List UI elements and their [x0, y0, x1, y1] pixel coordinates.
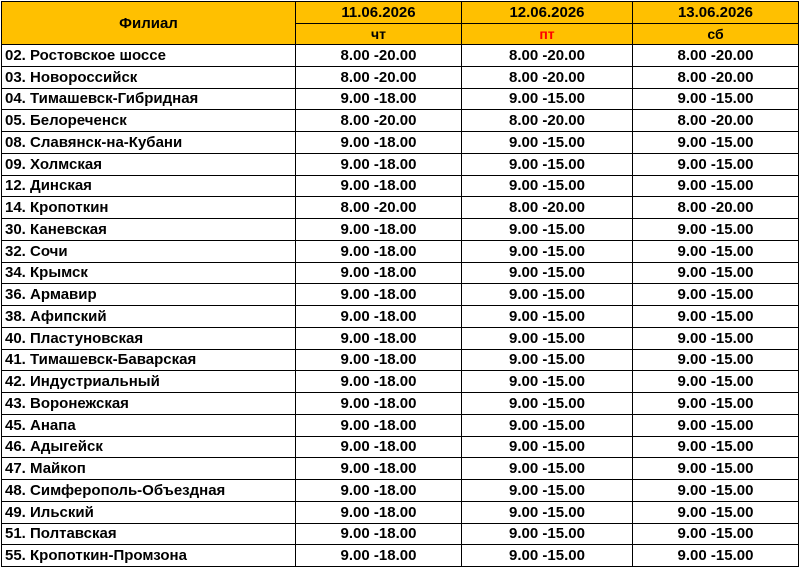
hours-cell-day1: 9.00 -18.00 [296, 88, 462, 110]
table-row [2, 284, 799, 306]
hours-cell-day2: 9.00 -15.00 [462, 414, 633, 436]
table-row [2, 219, 799, 241]
table-row [2, 480, 799, 502]
table-row [2, 393, 799, 415]
table-row [2, 545, 799, 567]
weekday-header-2: пт [462, 24, 633, 45]
branch-name-cell: 51. Полтавская [2, 523, 296, 545]
hours-cell-day2: 9.00 -15.00 [462, 480, 633, 502]
schedule-table [1, 1, 799, 567]
hours-cell-day3: 9.00 -15.00 [633, 262, 799, 284]
table-row [2, 349, 799, 371]
hours-cell-day3: 8.00 -20.00 [633, 110, 799, 132]
hours-cell-day1: 9.00 -18.00 [296, 349, 462, 371]
hours-cell-day2: 9.00 -15.00 [462, 219, 633, 241]
table-row [2, 371, 799, 393]
hours-cell-day2: 9.00 -15.00 [462, 523, 633, 545]
hours-cell-day1: 9.00 -18.00 [296, 414, 462, 436]
header-dates-row [2, 2, 799, 24]
hours-cell-day3: 9.00 -15.00 [633, 523, 799, 545]
hours-cell-day2: 9.00 -15.00 [462, 371, 633, 393]
table-row [2, 110, 799, 132]
hours-cell-day3: 9.00 -15.00 [633, 327, 799, 349]
branch-name-cell: 36. Армавир [2, 284, 296, 306]
hours-cell-day3: 9.00 -15.00 [633, 175, 799, 197]
hours-cell-day1: 9.00 -18.00 [296, 523, 462, 545]
date-header-2: 12.06.2026 [462, 2, 633, 24]
branch-name-cell: 08. Славянск-на-Кубани [2, 132, 296, 154]
hours-cell-day1: 9.00 -18.00 [296, 175, 462, 197]
table-row [2, 197, 799, 219]
hours-cell-day2: 9.00 -15.00 [462, 88, 633, 110]
hours-cell-day2: 8.00 -20.00 [462, 45, 633, 67]
hours-cell-day2: 8.00 -20.00 [462, 197, 633, 219]
hours-cell-day1: 8.00 -20.00 [296, 45, 462, 67]
hours-cell-day1: 9.00 -18.00 [296, 219, 462, 241]
date-header-1: 11.06.2026 [296, 2, 462, 24]
hours-cell-day1: 9.00 -18.00 [296, 327, 462, 349]
table-row [2, 414, 799, 436]
hours-cell-day1: 8.00 -20.00 [296, 110, 462, 132]
hours-cell-day3: 9.00 -15.00 [633, 349, 799, 371]
hours-cell-day2: 9.00 -15.00 [462, 501, 633, 523]
hours-cell-day2: 9.00 -15.00 [462, 458, 633, 480]
hours-cell-day1: 9.00 -18.00 [296, 480, 462, 502]
hours-cell-day2: 9.00 -15.00 [462, 153, 633, 175]
hours-cell-day3: 9.00 -15.00 [633, 219, 799, 241]
table-row [2, 45, 799, 67]
hours-cell-day1: 9.00 -18.00 [296, 436, 462, 458]
branch-name-cell: 34. Крымск [2, 262, 296, 284]
hours-cell-day1: 9.00 -18.00 [296, 240, 462, 262]
hours-cell-day3: 9.00 -15.00 [633, 240, 799, 262]
hours-cell-day3: 9.00 -15.00 [633, 501, 799, 523]
hours-cell-day2: 9.00 -15.00 [462, 393, 633, 415]
hours-cell-day2: 9.00 -15.00 [462, 240, 633, 262]
hours-cell-day2: 9.00 -15.00 [462, 284, 633, 306]
weekday-header-3: сб [633, 24, 799, 45]
hours-cell-day1: 9.00 -18.00 [296, 545, 462, 567]
hours-cell-day3: 8.00 -20.00 [633, 45, 799, 67]
hours-cell-day3: 9.00 -15.00 [633, 88, 799, 110]
branch-name-cell: 05. Белореченск [2, 110, 296, 132]
branch-name-cell: 46. Адыгейск [2, 436, 296, 458]
hours-cell-day3: 9.00 -15.00 [633, 545, 799, 567]
hours-cell-day3: 8.00 -20.00 [633, 66, 799, 88]
table-row [2, 327, 799, 349]
hours-cell-day1: 9.00 -18.00 [296, 371, 462, 393]
hours-cell-day1: 9.00 -18.00 [296, 284, 462, 306]
branch-name-cell: 43. Воронежская [2, 393, 296, 415]
branch-name-cell: 45. Анапа [2, 414, 296, 436]
table-row [2, 88, 799, 110]
table-body [2, 45, 799, 567]
branch-name-cell: 02. Ростовское шоссе [2, 45, 296, 67]
branch-name-cell: 55. Кропоткин-Промзона [2, 545, 296, 567]
table-row [2, 501, 799, 523]
table-row [2, 132, 799, 154]
branch-name-cell: 12. Динская [2, 175, 296, 197]
hours-cell-day3: 9.00 -15.00 [633, 153, 799, 175]
hours-cell-day2: 9.00 -15.00 [462, 132, 633, 154]
branch-name-cell: 41. Тимашевск-Баварская [2, 349, 296, 371]
hours-cell-day2: 8.00 -20.00 [462, 110, 633, 132]
hours-cell-day3: 9.00 -15.00 [633, 393, 799, 415]
branch-column-header: Филиал [2, 2, 296, 45]
hours-cell-day2: 9.00 -15.00 [462, 262, 633, 284]
hours-cell-day2: 9.00 -15.00 [462, 436, 633, 458]
hours-cell-day1: 9.00 -18.00 [296, 153, 462, 175]
hours-cell-day3: 9.00 -15.00 [633, 414, 799, 436]
hours-cell-day3: 8.00 -20.00 [633, 197, 799, 219]
branch-name-cell: 04. Тимашевск-Гибридная [2, 88, 296, 110]
branch-name-cell: 09. Холмская [2, 153, 296, 175]
hours-cell-day1: 8.00 -20.00 [296, 197, 462, 219]
weekday-header-1: чт [296, 24, 462, 45]
hours-cell-day2: 9.00 -15.00 [462, 327, 633, 349]
hours-cell-day1: 9.00 -18.00 [296, 262, 462, 284]
table-row [2, 262, 799, 284]
hours-cell-day1: 8.00 -20.00 [296, 66, 462, 88]
hours-cell-day2: 8.00 -20.00 [462, 66, 633, 88]
branch-name-cell: 48. Симферополь-Объездная [2, 480, 296, 502]
date-header-3: 13.06.2026 [633, 2, 799, 24]
branch-name-cell: 14. Кропоткин [2, 197, 296, 219]
branch-name-cell: 30. Каневская [2, 219, 296, 241]
hours-cell-day2: 9.00 -15.00 [462, 545, 633, 567]
branch-name-cell: 42. Индустриальный [2, 371, 296, 393]
hours-cell-day2: 9.00 -15.00 [462, 349, 633, 371]
hours-cell-day1: 9.00 -18.00 [296, 393, 462, 415]
hours-cell-day1: 9.00 -18.00 [296, 458, 462, 480]
hours-cell-day1: 9.00 -18.00 [296, 132, 462, 154]
hours-cell-day3: 9.00 -15.00 [633, 306, 799, 328]
hours-cell-day3: 9.00 -15.00 [633, 480, 799, 502]
hours-cell-day3: 9.00 -15.00 [633, 284, 799, 306]
hours-cell-day2: 9.00 -15.00 [462, 175, 633, 197]
table-row [2, 175, 799, 197]
hours-cell-day1: 9.00 -18.00 [296, 306, 462, 328]
hours-cell-day2: 9.00 -15.00 [462, 306, 633, 328]
branch-name-cell: 49. Ильский [2, 501, 296, 523]
hours-cell-day3: 9.00 -15.00 [633, 458, 799, 480]
table-row [2, 66, 799, 88]
branch-name-cell: 38. Афипский [2, 306, 296, 328]
table-row [2, 306, 799, 328]
table-row [2, 153, 799, 175]
branch-name-cell: 32. Сочи [2, 240, 296, 262]
branch-name-cell: 40. Пластуновская [2, 327, 296, 349]
hours-cell-day3: 9.00 -15.00 [633, 436, 799, 458]
table-row [2, 240, 799, 262]
table-header [2, 2, 799, 45]
table-row [2, 436, 799, 458]
branch-name-cell: 47. Майкоп [2, 458, 296, 480]
hours-cell-day3: 9.00 -15.00 [633, 132, 799, 154]
hours-cell-day3: 9.00 -15.00 [633, 371, 799, 393]
hours-cell-day1: 9.00 -18.00 [296, 501, 462, 523]
table-row [2, 523, 799, 545]
table-row [2, 458, 799, 480]
branch-name-cell: 03. Новороссийск [2, 66, 296, 88]
